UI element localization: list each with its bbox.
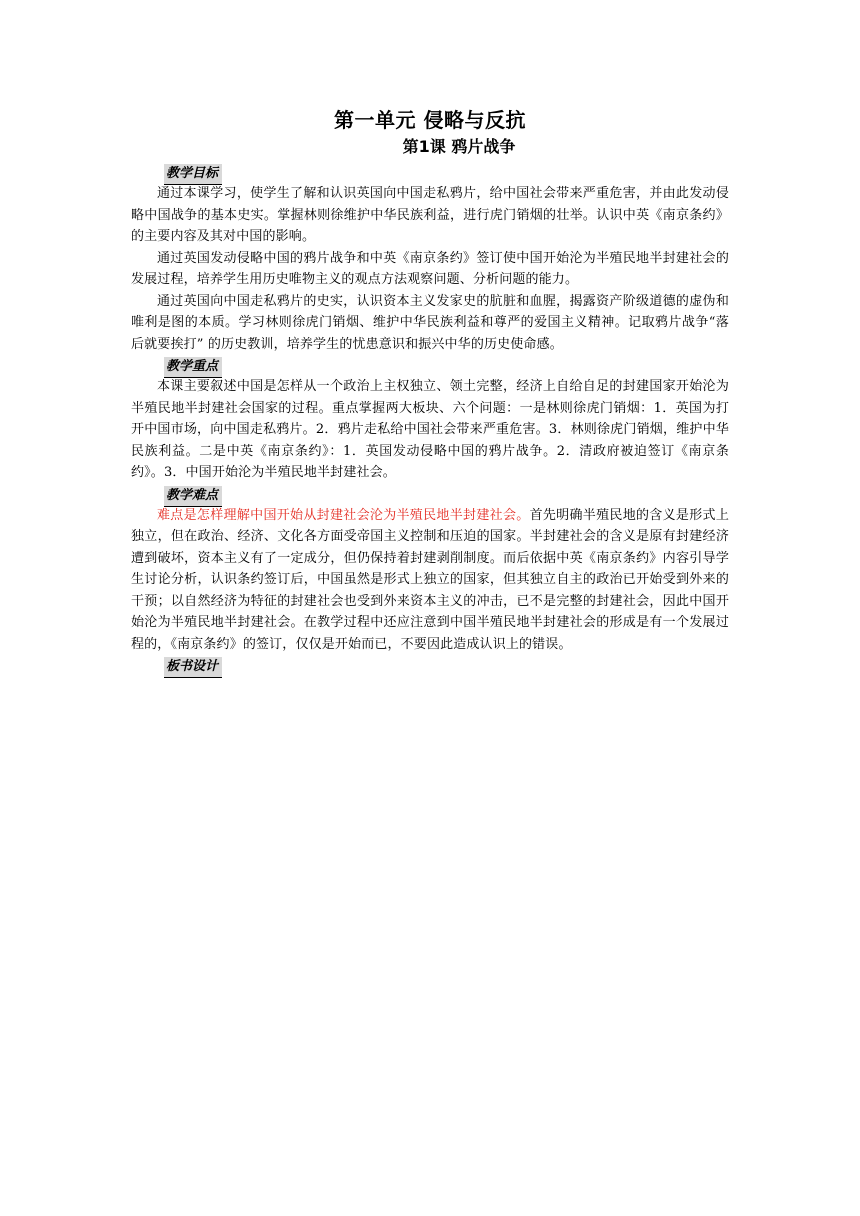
key-points-heading: 教学重点 — [164, 357, 222, 378]
difficulties-heading: 教学难点 — [164, 486, 222, 507]
objectives-paragraph-1: 通过本课学习，使学生了解和认识英国向中国走私鸦片，给中国社会带来严重危害，并由此发动侵略中国战争的基本史实。掌握林则徐维护中华民族利益，进行虎门销烟的壮举。认识中英《南京条约》的主要内容及其对中国的影响。 — [131, 186, 729, 244]
board-design-heading-row — [131, 655, 729, 676]
unit-title: 第一单元 侵略与反抗 — [334, 108, 526, 132]
lesson-title: 第1课 鸦片战争 — [402, 137, 516, 156]
board-design-heading: 板书设计 — [164, 657, 222, 678]
difficulties-paragraph — [131, 505, 729, 656]
objectives-heading: 教学目标 — [164, 164, 222, 185]
difficulty-highlight-text: 难点是怎样理解中国开始从封建社会沦为半殖民地半封建社会。 — [157, 507, 530, 523]
key-points-heading-row — [131, 355, 729, 376]
objectives-heading-row — [131, 162, 729, 183]
difficulty-explanation-text: 首先明确半殖民地的含义是形式上独立，但在政治、经济、文化各方面受帝国主义控制和压迫的国家。半封建社会的含义是原有封建经济遭到破坏，资本主义有了一定成分，但仍保持着封建剥削制度。而后依据中英《南京条约》内容引导学生讨论分析，认识条约签订后，中国虽然是形式上独立的国家，但其独立自主的政治已开始受到外来的干预；以自然经济为特征的封建社会也受到外来资本主义的冲击，已不是完整的封建社会，因此中国开始沦为半殖民地半封建社会。在教学过程中还应注意到中国半殖民地半封建社会的形成是有一个发展过程的，《南京条约》的签订，仅仅是开始而已，不要因此造成认识上的错误。 — [131, 507, 729, 652]
document-content — [131, 106, 729, 676]
difficulties-heading-row — [131, 484, 729, 505]
key-points-paragraph: 本课主要叙述中国是怎样从一个政治上主权独立、领土完整，经济上自给自足的封建国家开始沦为半殖民地半封建社会国家的过程。重点掌握两大板块、六个问题：一是林则徐虎门销烟：1．英国为打开中国市场，向中国走私鸦片。2．鸦片走私给中国社会带来严重危害。3．林则徐虎门销烟，维护中华民族利益。二是中英《南京条约》：1．英国发动侵略中国的鸦片战争。2．清政府被迫签订《南京条约》。3．中国开始沦为半殖民地半封建社会。 — [131, 379, 729, 480]
objectives-paragraph-3: 通过英国向中国走私鸦片的史实，认识资本主义发家史的肮脏和血腥，揭露资产阶级道德的虚伪和唯利是图的本质。学习林则徐虎门销烟、维护中华民族利益和尊严的爱国主义精神。记取鸦片战争“落后就要挨打” 的历史教训，培养学生的忧患意识和振兴中华的历史使命感。 — [131, 293, 729, 352]
objectives-paragraph-2: 通过英国发动侵略中国的鸦片战争和中英《南京条约》签订使中国开始沦为半殖民地半封建社会的发展过程，培养学生用历史唯物主义的观点方法观察问题、分析问题的能力。 — [131, 250, 729, 287]
